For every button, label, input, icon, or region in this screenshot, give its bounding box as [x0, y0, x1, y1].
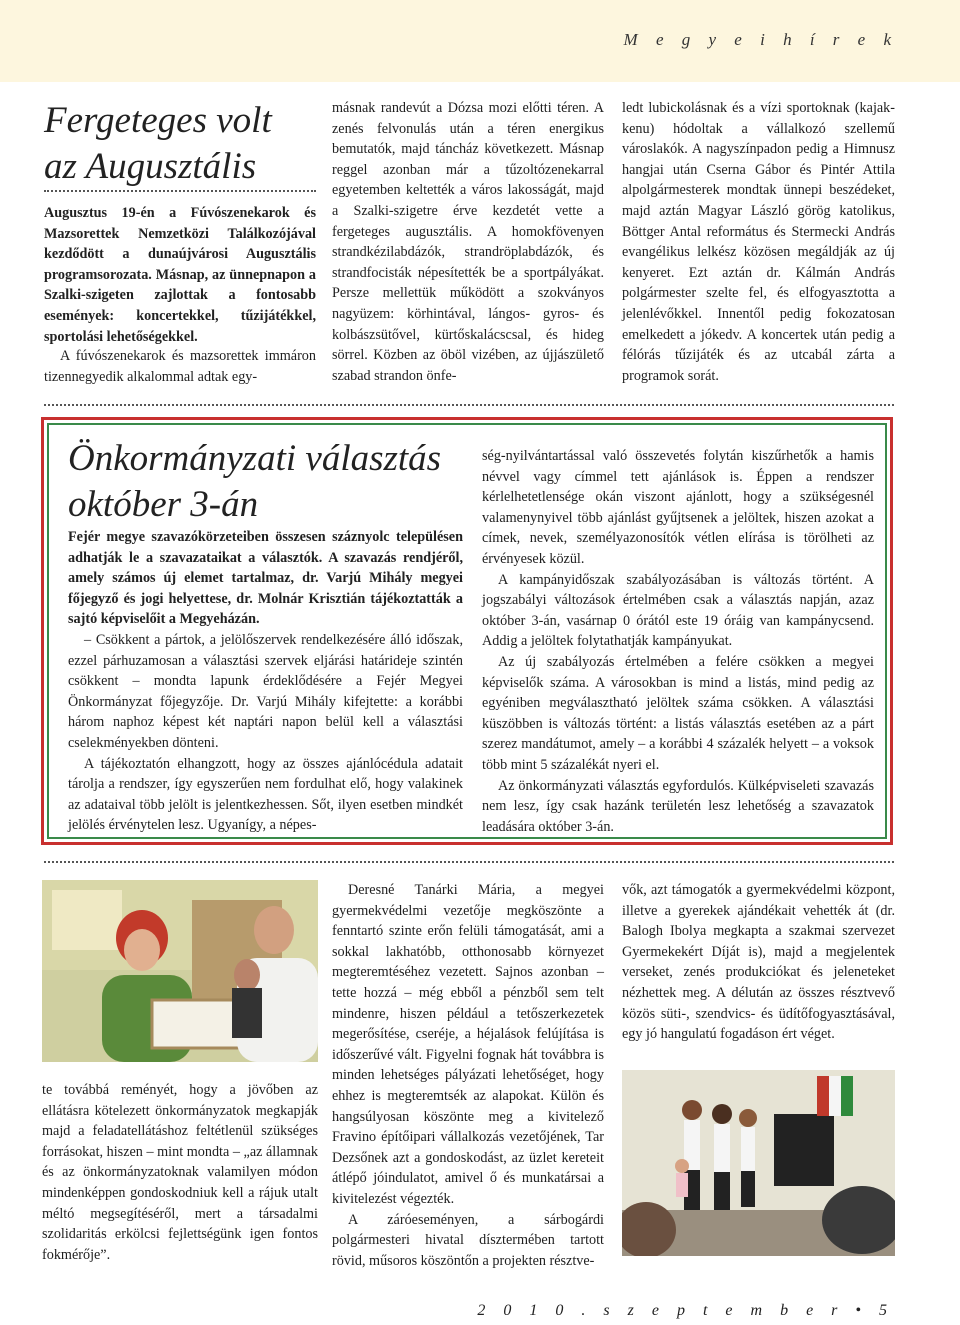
article2-title-line1: Önkormányzati választás [68, 438, 442, 479]
article3-col1-text: te továbbá reményét, hogy a jövőben az ellátásra kötelezett önkormányzatok megkapják majd a feladatellátáshoz feltétlenül szükséges forrásokat, hiszen – mint mondta – „az államnak és az önkormányzatoknak valamilyen módon mindenképpen gondoskodniuk kell a rájuk utalt méltó megsegítéséről, mert a társadalmi szolidaritás erkölcsi fejlettségünk igen fontos fokmérője”. [42, 1082, 318, 1263]
article2-right-p4: Az önkormányzati választás egyfordulós. Külképviseleti szavazás nem lesz, így csak hazánk területén lesz lehetőség a szavazatok leadására október 3-án. [482, 777, 874, 835]
photo-award-ceremony-image [42, 880, 318, 1062]
article3-col1 [42, 1080, 318, 1265]
title-divider [44, 190, 316, 192]
page-footer: 2 0 1 0 . s z e p t e m b e r • 5 [477, 1302, 894, 1319]
article3-col2-p2: A záróeseményen, a sárbogárdi polgármesteri hivatal dísztermében tartott rövid, műsoros köszöntőn a projekten résztve- [332, 1211, 604, 1269]
article1-lead: Augusztus 19-én a Fúvószenekarok és Mazsorettek Nemzetközi Találkozójával kezdődött a dunaújvárosi Augusztális programsorozata. Másnap, az ünnepnapon a Szalki-szigeten zajlottak a fontosabb események: koncertekkel, tűzijátékkel, sportolási lehetőségekkel. [44, 205, 316, 345]
article2-right-p2: A kampányidőszak szabályozásában is változás történt. A jogszabályi változások értelmében csak a választás napján, azaz október 3-án, vasárnap 0 órától este 19 óráig van kampánycsend. Addig a jelöltek folytathatják kampányukat. [482, 571, 874, 650]
article1-col2-text: másnak randevút a Dózsa mozi előtti téren. A zenés felvonulás után a téren energikus bemutatók, majd táncház következett. Másnap reggel azonban már a tűzoltózenekarral egyetemben keltették a város lakosságát, majd a Szalki-szigetre érve kezdetét vette a fergeteges augusztális. A homokfövenyen strandkézilabdázók, strandröplabdázók, és strandfocisták népesítették be a sportpályákat. Persze mellettük működött a szokványos nagyüzem: körhintával, lángos- gyros- és kolbászsütővel, kürtőskalácscsal, és hideg sörrel. Közben az öböl vizében, az újjászülető szabad strandon önfe- [332, 100, 604, 384]
section-divider-bottom [44, 861, 894, 863]
section-divider-top [44, 404, 894, 406]
article2-left-p2: A tájékoztatón elhangzott, hogy az összes ajánlócédula adatait tárolja a rendszer, így egyszerűen nem fordulhat elő, hogy valakinek az adataival több jelölt is jelentkezhessen. Sőt, ilyen esetben mindkét jelölés érvénytelen lesz. Ugyanígy, a népes- [68, 755, 463, 834]
article1-col1-text: A fúvószenekarok és mazsorettek immáron tizennegyedik alkalommal adtak egy- [44, 348, 316, 385]
section-label: M e g y e i h í r e k [623, 30, 898, 49]
article3-col2-p1: Deresné Tanárki Mária, a megyei gyermekvédelmi vezetője megköszönte a fenntartó szinte erőn felüli támogatását, ami a sokkal lakhatóbb, otthonosabb környezet megteremtéséhez vezetett. Sajnos azonban – tette hozzá – még ebből a pénzből sem telt mindenre, hiszen például a tetőszerkezetek megerősítése, cseréje, a héjalások felújítása is időszerűvé vált. Figyelni fognak hát továbbra is minden lehetséges pályázati lehetőséget, hogy ehhez is megteremtsék az alapokat. Külön és hangsúlyosan köszönte meg a kivitelező Fravino építőipari vállalkozás vezetőjének, Tar Dezsőnek azt a gondoskodást, az üzlet kereteit átlépő jóindulatot, amivel ő és munkatársai a kivitelezést végezték. [332, 882, 604, 1207]
article2-title-line2: október 3-án [68, 484, 259, 525]
article3-col2 [332, 880, 604, 1271]
article2-title [68, 436, 478, 528]
article1-title-line1: Fergeteges volt [44, 100, 272, 141]
photo-award-ceremony [42, 880, 318, 1062]
article1-col1 [44, 346, 316, 387]
article2-right-p1: ség-nyilvántartással való összevetés folytán kiszűrhetők a hamis névvel vagy címmel tett ajánlások is. Éppen a rendszer kérlelhetetlensége okán viszont ajánlott, hogy a szükségesnél valamenynyivel több ajánlást gyűjtsenek a jelöltek, hiszen azokat a címek, nevek, személyazonosítók vétlen elírása is törölheti az érvényesek közül. [482, 448, 874, 567]
article1-col3 [622, 98, 895, 386]
article2-right-p3: Az új szabályozás értelmében a felére csökken a megyei képviselők száma. A városokban is mind a listás, mind pedig az egyéniben megválasztható jelöltek száma csökken. A választási küszöbben is változás történt: a listás választás esetében az a párt szerez mandátumot, amely – a korábbi 4 százalék helyett – a voksok több mint 5 százalékát nyeri el. [482, 653, 874, 773]
article1-title-line2: az Augusztális [44, 146, 257, 187]
photo-children-performance [622, 1070, 895, 1256]
article2-left-col [68, 630, 463, 836]
article2-right-col [482, 446, 874, 837]
article3-col3 [622, 880, 895, 1045]
article1-title [44, 98, 324, 190]
article1-col3-text: ledt lubickolásnak és a vízi sportoknak (kajak-kenu) hódoltak a vállalkozó szellemű városlakók. A nagyszínpadon pedig a Himnusz hangjai után Cserna Gábor és Pintér Attila alpolgármesterek mondtak ünnepi beszédeket, majd aztán Magyar László görög katolikus, Böttger Antal református és Stermecki András evangélikus lelkész közösen megáldják az új kenyeret. Ezt aztán dr. Kálmán András polgármester szelte fel, és elfogyasztotta a jelenlévőkkel. Innentől pedig fokozatosan emelkedett a jókedv. A koncertek után pedig a félórás tűzijáték és az utcabál zárta a programok sorát. [622, 100, 895, 384]
article1-col2 [332, 98, 604, 386]
photo-children-performance-image [622, 1070, 895, 1256]
article2-left-p1: – Csökkent a pártok, a jelölőszervek rendelkezésére álló időszak, ezzel párhuzamosan a választási szervek eljárási határideje szintén csökkent – mondta lapunk érdeklődésére a Fejér Megyei Önkormányzat főjegyzője. Dr. Varjú Mihály kifejtette: a korábbi három naphoz képest két naptári napon belül kell a választási cselekményekben dönteni. [68, 632, 463, 751]
article2-lead: Fejér megye szavazókörzeteiben összesen száznyolc településen adhatják le a szavazataikat a választók. A szavazás rendjéről, amely számos új elemet tartalmaz, dr. Varjú Mihály megyei főjegyző és jogi helyettese, dr. Molnár Krisztián tájékoztatták a sajtó képviselőit a Megyeházán. [68, 529, 463, 628]
article3-col3-text: vők, azt támogatók a gyermekvédelmi központ, illetve a gyerekek ajándékait vehették át (dr. Balogh Ibolya megkapta a szakmai szervezet Gyermekekért Díját is), majd a megjelentek verseket, zenés produkciókat és jeleneteket nézhettek meg. A délután az összes résztvevő közös süti-, szendvics- és üdítőfogyasztásával, egy jó hangulatú fogadáson ért véget. [622, 882, 895, 1043]
